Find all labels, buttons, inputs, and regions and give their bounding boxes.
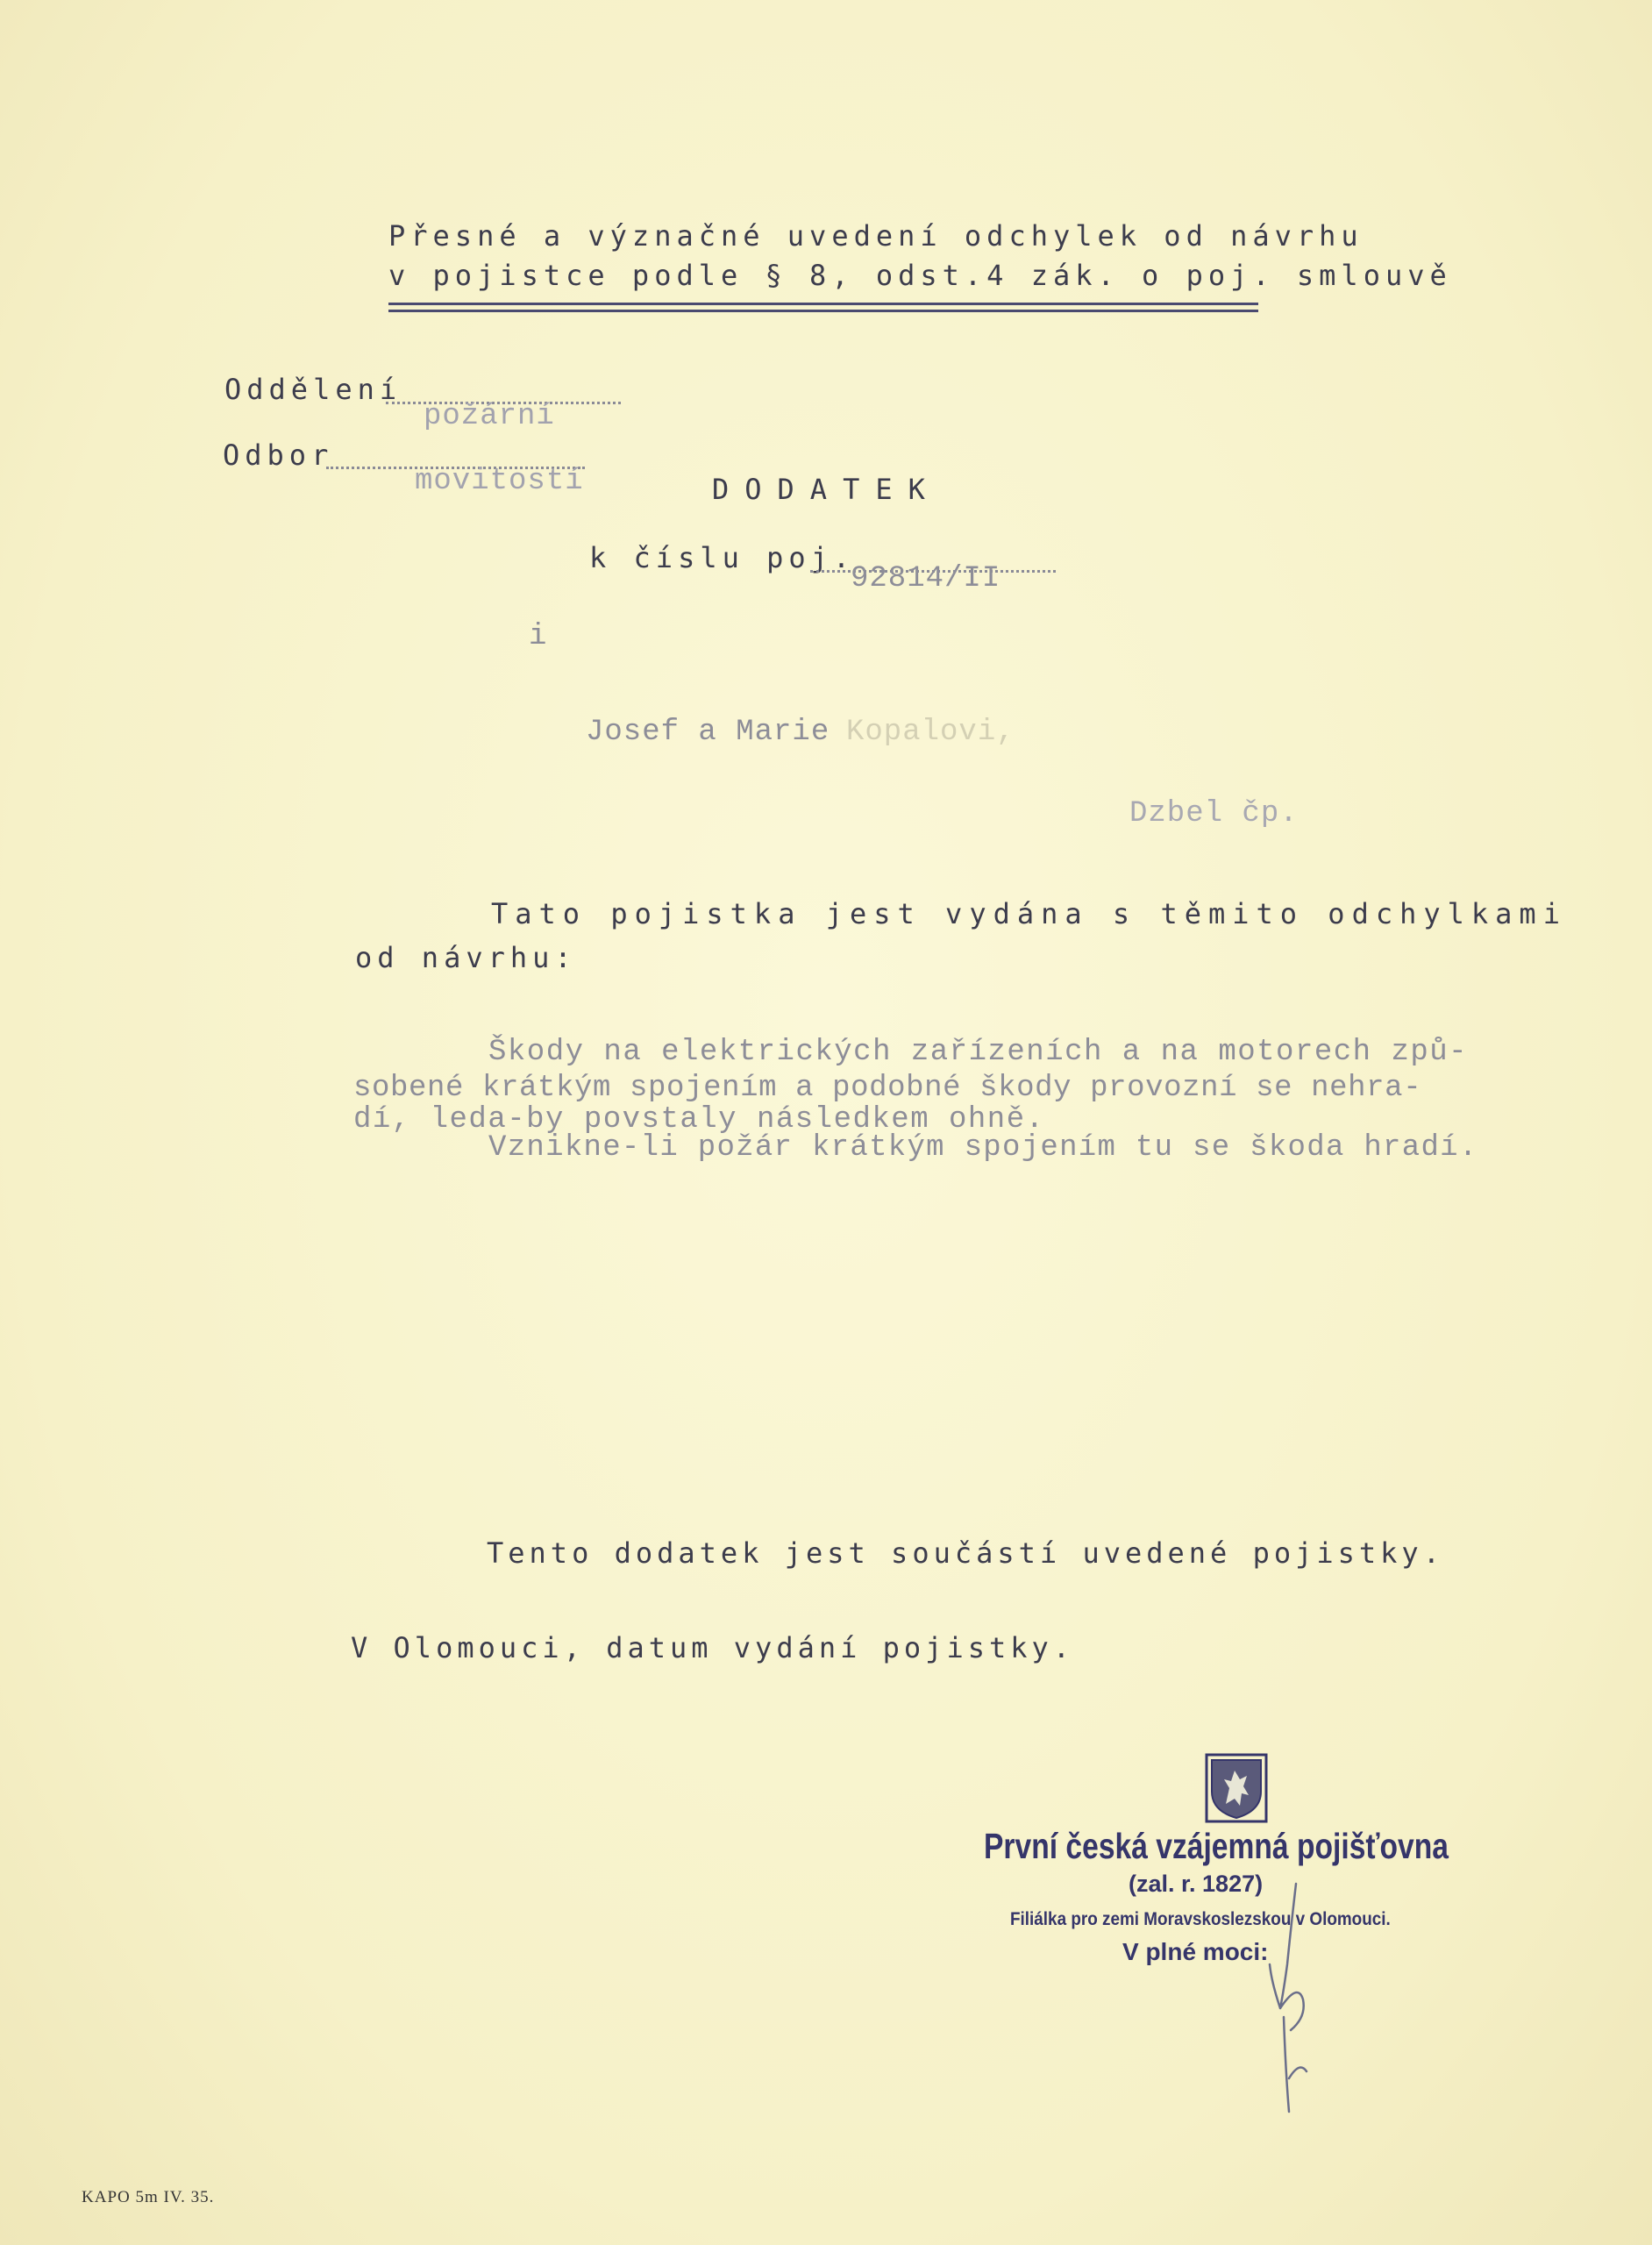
stamp-founded: (zal. r. 1827) bbox=[1129, 1871, 1264, 1897]
department-label: Oddělení bbox=[224, 373, 402, 406]
header-rule-bottom bbox=[388, 310, 1258, 312]
deviation-line-1: Škody na elektrických zařízeních a na motorech způ- bbox=[488, 1036, 1469, 1069]
deviation-line-2: sobené krátkým spojením a podobné škody provozní se nehra- bbox=[353, 1072, 1422, 1105]
document-title: DODATEK bbox=[712, 473, 941, 506]
stamp-company-name: První česká vzájemná pojišťovna bbox=[984, 1826, 1449, 1866]
department-value: požární bbox=[424, 400, 555, 433]
print-code: KAPO 5m IV. 35. bbox=[82, 2188, 215, 2206]
closing-statement: Tento dodatek jest součástí uvedené pojistky. bbox=[487, 1536, 1444, 1570]
recipient-address: Dzbel čp. bbox=[1129, 797, 1299, 830]
place-and-date: V Olomouci, datum vydání pojistky. bbox=[351, 1631, 1075, 1664]
recipient-mark: i bbox=[529, 620, 548, 653]
stamp-authority: V plné moci: bbox=[1122, 1938, 1269, 1965]
intro-line-1: Tato pojistka jest vydána s těmito odchylkami bbox=[491, 897, 1567, 930]
stamp-branch: Filiálka pro zemi Moravskoslezskou v Olomouci. bbox=[1010, 1909, 1391, 1929]
deviation-line-4: Vznikne-li požár krátkým spojením tu se škoda hradí. bbox=[488, 1131, 1478, 1165]
deviation-line-3: dí, leda-by povstaly následkem ohně. bbox=[353, 1103, 1045, 1137]
section-value: movitostí bbox=[415, 465, 584, 498]
recipient-surname: Kopalovi, bbox=[846, 716, 1015, 749]
header-line-1: Přesné a význačné uvedení odchylek od návrhu bbox=[388, 219, 1364, 253]
intro-line-2: od návrhu: bbox=[355, 941, 577, 974]
signature-icon bbox=[1245, 1877, 1324, 2122]
header-line-2: v pojistce podle § 8, odst.4 zák. o poj. smlouvě bbox=[388, 259, 1452, 292]
policy-number-value: 92814/II bbox=[851, 562, 1001, 595]
policy-number-label: k číslu poj. bbox=[589, 541, 856, 574]
header-rule-top bbox=[388, 303, 1258, 305]
coat-of-arms-icon bbox=[1171, 1736, 1234, 1807]
section-label: Odbor bbox=[223, 438, 334, 472]
recipient-names: Josef a Marie bbox=[586, 716, 830, 749]
